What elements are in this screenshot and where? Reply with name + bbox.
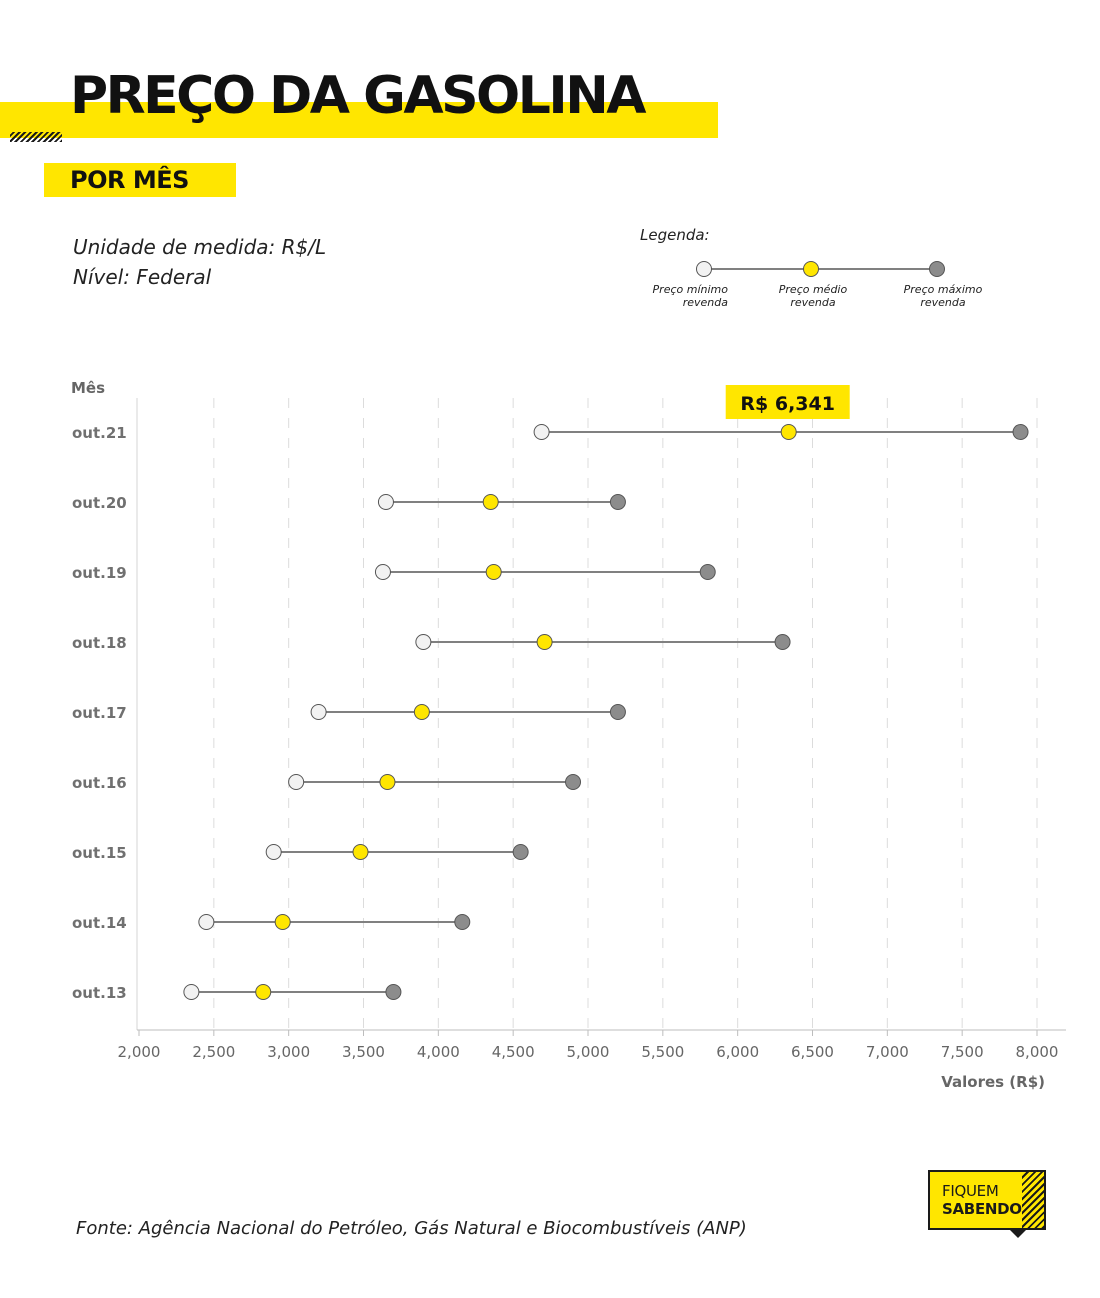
y-tick-label: out.14 bbox=[72, 914, 127, 932]
x-tick-label: 4,000 bbox=[416, 1043, 460, 1061]
max-price-dot bbox=[1013, 425, 1028, 440]
avg-price-dot bbox=[256, 985, 271, 1000]
legend-title: Legenda: bbox=[640, 226, 710, 244]
min-price-dot bbox=[184, 985, 199, 1000]
unit-line: Unidade de medida: R$/L bbox=[73, 235, 327, 259]
annotation-label: R$ 6,341 bbox=[740, 393, 835, 415]
y-tick-label: out.21 bbox=[72, 424, 127, 442]
avg-price-dot bbox=[353, 845, 368, 860]
x-tick-label: 6,000 bbox=[716, 1043, 760, 1061]
data-row bbox=[72, 494, 625, 512]
data-row bbox=[72, 914, 470, 932]
source-note: Fonte: Agência Nacional do Petróleo, Gás Natural e Biocombustíveis (ANP) bbox=[76, 1218, 747, 1239]
y-tick-label: out.13 bbox=[72, 984, 127, 1002]
max-price-dot bbox=[455, 915, 470, 930]
min-price-dot bbox=[416, 635, 431, 650]
y-tick-label: out.20 bbox=[72, 494, 127, 512]
min-price-dot bbox=[289, 775, 304, 790]
min-price-dot bbox=[378, 495, 393, 510]
x-tick-label: 5,000 bbox=[566, 1043, 610, 1061]
min-price-dot bbox=[266, 845, 281, 860]
x-tick-label: 6,500 bbox=[791, 1043, 834, 1061]
avg-price-dot bbox=[781, 425, 796, 440]
max-price-dot bbox=[386, 985, 401, 1000]
max-price-dot bbox=[566, 775, 581, 790]
avg-price-dot bbox=[486, 565, 501, 580]
data-row bbox=[72, 774, 581, 792]
annotation-layer bbox=[726, 385, 850, 419]
max-price-dot bbox=[610, 495, 625, 510]
x-ticks bbox=[118, 1030, 1059, 1061]
y-tick-label: out.17 bbox=[72, 704, 127, 722]
data-row bbox=[72, 844, 528, 862]
x-tick-label: 2,500 bbox=[192, 1043, 236, 1061]
x-tick-label: 3,000 bbox=[267, 1043, 311, 1061]
page-title: PREÇO DA GASOLINA bbox=[70, 66, 644, 126]
avg-price-dot bbox=[483, 495, 498, 510]
brand-line-2: SABENDO bbox=[942, 1200, 1022, 1218]
data-row bbox=[72, 564, 715, 582]
avg-price-dot bbox=[380, 775, 395, 790]
x-tick-label: 7,500 bbox=[940, 1043, 984, 1061]
x-tick-label: 8,000 bbox=[1015, 1043, 1059, 1061]
legend-avg-label: Preço médio revenda bbox=[778, 283, 848, 309]
min-price-dot bbox=[534, 425, 549, 440]
avg-price-dot bbox=[537, 635, 552, 650]
x-tick-label: 4,500 bbox=[491, 1043, 535, 1061]
brand-hatch-decoration bbox=[1022, 1172, 1044, 1228]
avg-price-dot bbox=[275, 915, 290, 930]
x-tick-label: 2,000 bbox=[117, 1043, 161, 1061]
y-tick-label: out.16 bbox=[72, 774, 127, 792]
data-rows bbox=[72, 424, 1028, 1002]
x-tick-label: 5,500 bbox=[641, 1043, 685, 1061]
data-row bbox=[72, 704, 625, 722]
min-price-dot bbox=[311, 705, 326, 720]
x-tick-label: 7,000 bbox=[865, 1043, 909, 1061]
page-subtitle: POR MÊS bbox=[70, 166, 189, 194]
max-price-dot bbox=[775, 635, 790, 650]
brand-logo bbox=[928, 1170, 1046, 1230]
brand-line-1: FIQUEM bbox=[942, 1182, 999, 1200]
avg-price-dot bbox=[414, 705, 429, 720]
max-price-dot bbox=[700, 565, 715, 580]
data-row bbox=[72, 984, 401, 1002]
y-tick-label: out.19 bbox=[72, 564, 127, 582]
y-axis-title: Mês bbox=[71, 379, 106, 397]
legend-min-label: Preço mínimo revenda bbox=[652, 283, 728, 309]
brand-logo-tail bbox=[1008, 1228, 1028, 1238]
y-tick-label: out.15 bbox=[72, 844, 127, 862]
x-tick-label: 3,500 bbox=[342, 1043, 385, 1061]
legend-max-label: Preço máximo revenda bbox=[903, 283, 983, 309]
max-price-dot bbox=[513, 845, 528, 860]
min-price-dot bbox=[375, 565, 390, 580]
x-axis-title: Valores (R$) bbox=[941, 1073, 1045, 1091]
max-price-dot bbox=[610, 705, 625, 720]
level-line: Nível: Federal bbox=[73, 265, 212, 289]
y-tick-label: out.18 bbox=[72, 634, 127, 652]
min-price-dot bbox=[199, 915, 214, 930]
data-row bbox=[72, 424, 1028, 442]
data-row bbox=[72, 634, 790, 652]
